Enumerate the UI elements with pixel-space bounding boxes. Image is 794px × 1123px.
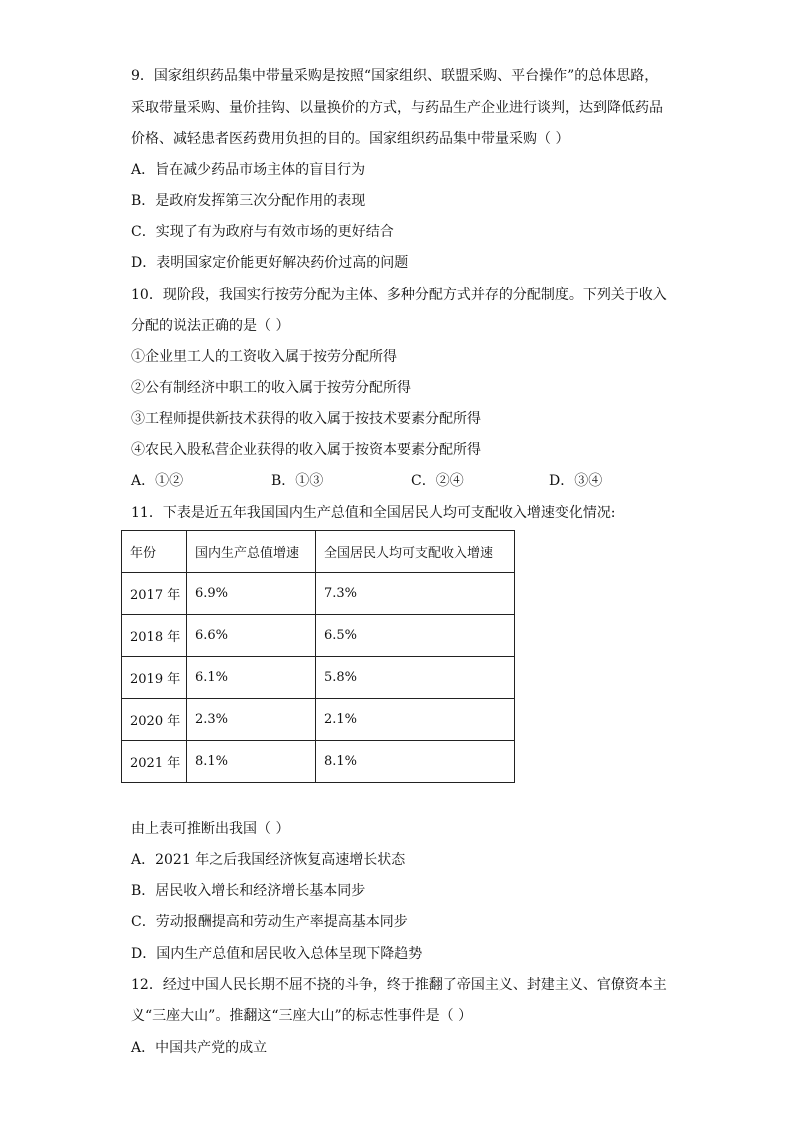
q9-option-c: C．实现了有为政府与有效市场的更好结合 — [131, 224, 394, 240]
q10-item-3: ③工程师提供新技术获得的收入属于按技术要素分配所得 — [131, 411, 481, 427]
q10-item-2: ②公有制经济中职工的收入属于按劳分配所得 — [131, 380, 411, 396]
table-cell-gdp: 6.6% — [187, 615, 316, 657]
q10-choice-a: A．①② — [131, 473, 184, 489]
table-cell-gdp: 8.1% — [187, 741, 316, 783]
table-row — [122, 573, 515, 615]
table-cell-year: 2020 年 — [122, 699, 187, 741]
table-header-year: 年份 — [122, 531, 187, 573]
table-cell-gdp: 6.9% — [187, 573, 316, 615]
q12-stem-line-1: 12．经过中国人民长期不屈不挠的斗争，终于推翻了帝国主义、封建主义、官僚资本主 — [131, 977, 667, 993]
table-cell-gdp: 6.1% — [187, 657, 316, 699]
q11-option-d: D．国内生产总值和居民收入总体呈现下降趋势 — [131, 946, 423, 962]
q11-intro: 11．下表是近五年我国国内生产总值和全国居民人均可支配收入增速变化情况: — [131, 505, 616, 521]
table-cell-year: 2019 年 — [122, 657, 187, 699]
q11-option-a: A．2021 年之后我国经济恢复高速增长状态 — [131, 852, 406, 868]
table-header-income: 全国居民人均可支配收入增速 — [316, 531, 515, 573]
q10-choice-d: D．③④ — [549, 473, 603, 489]
table-row — [122, 741, 515, 783]
table-cell-income: 7.3% — [316, 573, 515, 615]
q10-choice-c: C．②④ — [411, 473, 464, 489]
q10-choice-b: B．①③ — [271, 473, 324, 489]
table-row — [122, 699, 515, 741]
q11-stem: 由上表可推断出我国（ ） — [131, 821, 290, 837]
q9-stem-line-2: 采取带量采购、量价挂钩、以量换价的方式，与药品生产企业进行谈判，达到降低药品 — [131, 100, 663, 116]
q11-option-c: C．劳动报酬提高和劳动生产率提高基本同步 — [131, 914, 408, 930]
q10-item-1: ①企业里工人的工资收入属于按劳分配所得 — [131, 349, 397, 365]
q12-stem-line-2: 义“三座大山”。推翻这“三座大山”的标志性事件是（ ） — [131, 1008, 473, 1024]
q9-option-b: B．是政府发挥第三次分配作用的表现 — [131, 193, 366, 209]
table-cell-year: 2017 年 — [122, 573, 187, 615]
q10-stem-line-2: 分配的说法正确的是（ ） — [131, 318, 290, 334]
q12-option-a: A．中国共产党的成立 — [131, 1040, 268, 1056]
table-cell-year: 2021 年 — [122, 741, 187, 783]
table-row — [122, 657, 515, 699]
table-cell-income: 6.5% — [316, 615, 515, 657]
table-cell-income: 2.1% — [316, 699, 515, 741]
table-header-gdp: 国内生产总值增速 — [187, 531, 316, 573]
q11-option-b: B．居民收入增长和经济增长基本同步 — [131, 883, 366, 899]
table-cell-gdp: 2.3% — [187, 699, 316, 741]
growth-table — [121, 530, 515, 783]
q10-choices-row — [131, 471, 671, 491]
q9-stem-line-1: 9．国家组织药品集中带量采购是按照“国家组织、联盟采购、平台操作”的总体思路， — [131, 68, 659, 84]
q9-option-d: D．表明国家定价能更好解决药价过高的问题 — [131, 255, 409, 271]
q10-item-4: ④农民入股私营企业获得的收入属于按资本要素分配所得 — [131, 442, 481, 458]
q9-stem-line-3: 价格、减轻患者医药费用负担的目的。国家组织药品集中带量采购（ ） — [131, 131, 570, 147]
table-header-row — [122, 531, 515, 573]
table-row — [122, 615, 515, 657]
table-cell-year: 2018 年 — [122, 615, 187, 657]
table-cell-income: 8.1% — [316, 741, 515, 783]
table-cell-income: 5.8% — [316, 657, 515, 699]
q9-option-a: A．旨在减少药品市场主体的盲目行为 — [131, 162, 366, 178]
q10-stem-line-1: 10．现阶段，我国实行按劳分配为主体、多种分配方式并存的分配制度。下列关于收入 — [131, 287, 667, 303]
